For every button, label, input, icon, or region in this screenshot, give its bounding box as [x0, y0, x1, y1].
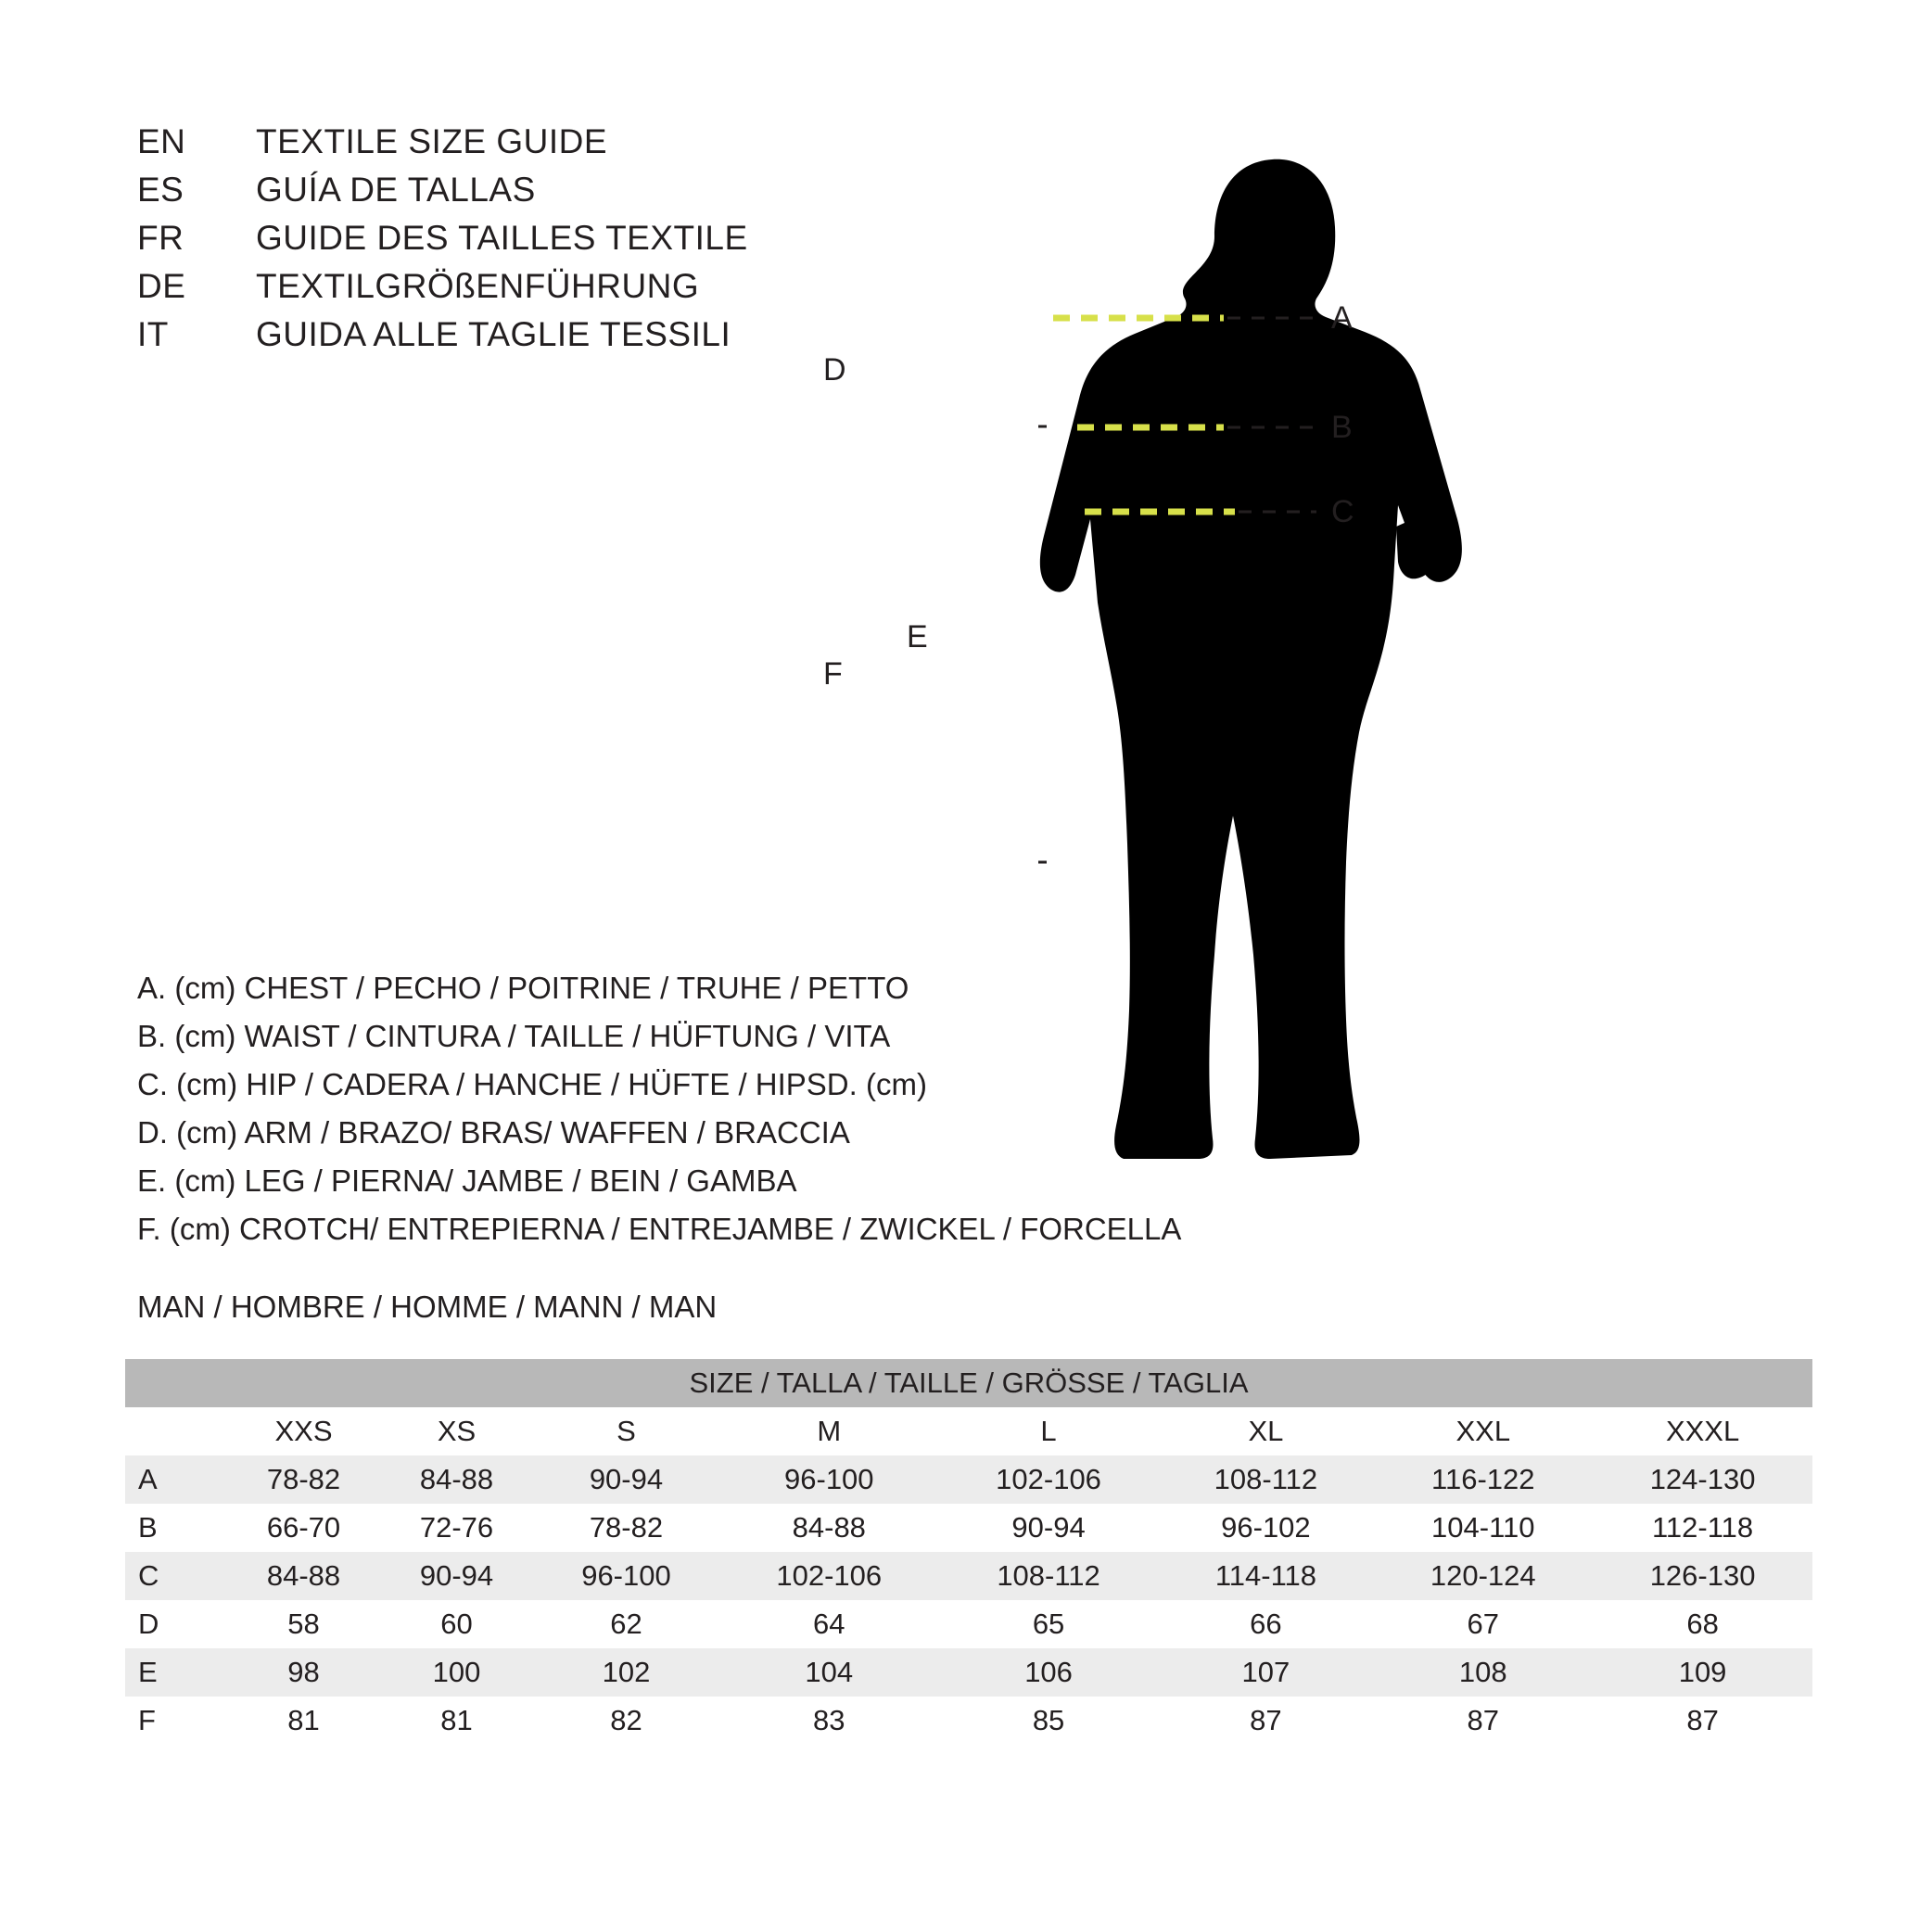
cell-c-xxs: 84-88 [227, 1552, 380, 1600]
cell-b-xxl: 104-110 [1373, 1504, 1593, 1552]
language-text-de: TEXTILGRÖßENFÜHRUNG [256, 267, 700, 305]
callout-f: F [823, 656, 843, 692]
language-code-it: IT [137, 315, 169, 353]
column-header-l: L [939, 1407, 1159, 1455]
cell-c-s: 96-100 [533, 1552, 719, 1600]
language-code-en: EN [137, 122, 186, 160]
cell-f-m: 83 [719, 1697, 939, 1745]
cell-e-s: 102 [533, 1648, 719, 1697]
callout-a: A [1331, 300, 1353, 336]
cell-d-xxxl: 68 [1593, 1600, 1812, 1648]
legend-item-d: D. (cm) ARM / BRAZO/ BRAS/ WAFFEN / BRACCIA [137, 1115, 850, 1150]
cell-b-xxxl: 112-118 [1593, 1504, 1812, 1552]
cell-a-xxs: 78-82 [227, 1455, 380, 1504]
row-label-e: E [125, 1648, 227, 1697]
language-text-en: TEXTILE SIZE GUIDE [256, 122, 608, 160]
cell-b-l: 90-94 [939, 1504, 1159, 1552]
cell-f-s: 82 [533, 1697, 719, 1745]
legend-item-b: B. (cm) WAIST / CINTURA / TAILLE / HÜFTUNG / VITA [137, 1019, 891, 1053]
callout-d: D [823, 352, 846, 388]
language-row-fr [137, 219, 897, 267]
cell-a-s: 90-94 [533, 1455, 719, 1504]
table-row [125, 1697, 1812, 1745]
cell-f-l: 85 [939, 1697, 1159, 1745]
cell-c-xl: 114-118 [1158, 1552, 1373, 1600]
column-header-xl: XL [1158, 1407, 1373, 1455]
language-code-de: DE [137, 267, 186, 305]
cell-f-xxxl: 87 [1593, 1697, 1812, 1745]
language-row-de [137, 267, 897, 315]
cell-c-xs: 90-94 [380, 1552, 533, 1600]
row-label-f: F [125, 1697, 227, 1745]
cell-e-xxxl: 109 [1593, 1648, 1812, 1697]
table-row [125, 1600, 1812, 1648]
column-header-xxxl: XXXL [1593, 1407, 1812, 1455]
language-text-it: GUIDA ALLE TAGLIE TESSILI [256, 315, 731, 353]
cell-a-l: 102-106 [939, 1455, 1159, 1504]
cell-e-xs: 100 [380, 1648, 533, 1697]
measurement-legend [137, 964, 1213, 1331]
table-header-row [125, 1407, 1812, 1455]
cell-d-s: 62 [533, 1600, 719, 1648]
language-header [137, 122, 897, 363]
leg-bracket [1038, 426, 1048, 862]
cell-d-xxl: 67 [1373, 1600, 1593, 1648]
row-label-a: A [125, 1455, 227, 1504]
cell-d-xl: 66 [1158, 1600, 1373, 1648]
header-corner [125, 1407, 227, 1455]
language-text-es: GUÍA DE TALLAS [256, 171, 536, 209]
cell-e-xxl: 108 [1373, 1648, 1593, 1697]
cell-d-xxs: 58 [227, 1600, 380, 1648]
cell-b-m: 84-88 [719, 1504, 939, 1552]
language-row-it [137, 315, 897, 363]
cell-b-xl: 96-102 [1158, 1504, 1373, 1552]
legend-item-a: A. (cm) CHEST / PECHO / POITRINE / TRUHE / PETTO [137, 971, 909, 1005]
cell-f-xl: 87 [1158, 1697, 1373, 1745]
cell-a-xl: 108-112 [1158, 1455, 1373, 1504]
cell-f-xxl: 87 [1373, 1697, 1593, 1745]
cell-c-xxxl: 126-130 [1593, 1552, 1812, 1600]
language-row-en [137, 122, 897, 171]
row-label-b: B [125, 1504, 227, 1552]
callout-b: B [1331, 410, 1353, 445]
language-code-es: ES [137, 171, 184, 209]
column-header-s: S [533, 1407, 719, 1455]
callout-c: C [1331, 494, 1354, 529]
cell-c-l: 108-112 [939, 1552, 1159, 1600]
cell-b-xs: 72-76 [380, 1504, 533, 1552]
size-table-wrapper [125, 1359, 1812, 1745]
table-row [125, 1504, 1812, 1552]
column-header-xxs: XXS [227, 1407, 380, 1455]
gender-label: MAN / HOMBRE / HOMME / MANN / MAN [137, 1290, 718, 1324]
cell-d-l: 65 [939, 1600, 1159, 1648]
cell-e-m: 104 [719, 1648, 939, 1697]
cell-f-xs: 81 [380, 1697, 533, 1745]
language-row-es [137, 171, 897, 219]
cell-b-s: 78-82 [533, 1504, 719, 1552]
column-header-m: M [719, 1407, 939, 1455]
legend-item-e: E. (cm) LEG / PIERNA/ JAMBE / BEIN / GAMBA [137, 1163, 797, 1198]
row-label-d: D [125, 1600, 227, 1648]
table-row [125, 1552, 1812, 1600]
table-row [125, 1648, 1812, 1697]
cell-a-xxxl: 124-130 [1593, 1455, 1812, 1504]
cell-a-m: 96-100 [719, 1455, 939, 1504]
legend-item-c: C. (cm) HIP / CADERA / HANCHE / HÜFTE / HIPSD. (cm) [137, 1067, 927, 1101]
language-code-fr: FR [137, 219, 184, 257]
size-table [125, 1359, 1812, 1745]
cell-f-xxs: 81 [227, 1697, 380, 1745]
cell-e-xl: 107 [1158, 1648, 1373, 1697]
table-title: SIZE / TALLA / TAILLE / GRÖSSE / TAGLIA [125, 1359, 1812, 1407]
cell-c-xxl: 120-124 [1373, 1552, 1593, 1600]
cell-c-m: 102-106 [719, 1552, 939, 1600]
cell-d-xs: 60 [380, 1600, 533, 1648]
column-header-xs: XS [380, 1407, 533, 1455]
cell-e-xxs: 98 [227, 1648, 380, 1697]
cell-a-xs: 84-88 [380, 1455, 533, 1504]
cell-d-m: 64 [719, 1600, 939, 1648]
legend-item-f: F. (cm) CROTCH/ ENTREPIERNA / ENTREJAMBE / ZWICKEL / FORCELLA [137, 1212, 1182, 1246]
cell-e-l: 106 [939, 1648, 1159, 1697]
column-header-xxl: XXL [1373, 1407, 1593, 1455]
callout-e: E [907, 619, 928, 655]
row-label-c: C [125, 1552, 227, 1600]
cell-a-xxl: 116-122 [1373, 1455, 1593, 1504]
table-row [125, 1455, 1812, 1504]
cell-b-xxs: 66-70 [227, 1504, 380, 1552]
table-title-row [125, 1359, 1812, 1407]
language-text-fr: GUIDE DES TAILLES TEXTILE [256, 219, 748, 257]
